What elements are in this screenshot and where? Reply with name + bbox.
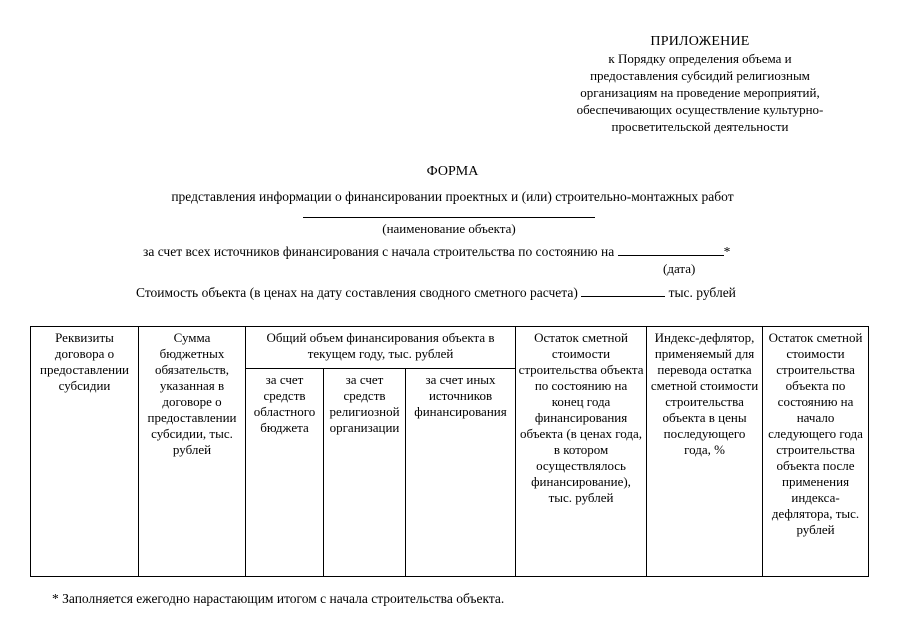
header-deflator-index: Индекс-дефлятор, применяемый для перевода остатка сметной стоимости строительства объекта в цены последующего года, % — [647, 327, 763, 577]
header-regional-budget: за счет средств областного бюджета — [246, 369, 324, 577]
sources-text: за счет всех источников финансирования с начала строительства по состоянию на — [143, 244, 615, 259]
object-name-blank-line — [303, 217, 595, 218]
footnote: * Заполняется ежегодно нарастающим итогом с начала строительства объекта. — [52, 591, 505, 606]
date-blank-line — [618, 243, 724, 256]
form-title: ФОРМА — [426, 164, 479, 179]
header-other-sources: за счет иных источников финансирования — [406, 369, 516, 577]
header-contract-details: Реквизиты договора о предоставлении субсидии — [31, 327, 139, 577]
header-remaining-cost-next-year: Остаток сметной стоимости строительства объекта по состоянию на начало следующего года строительства объекта после применения индекса-дефлятора, тыс. рублей — [763, 327, 869, 577]
header-religious-organization: за счет средств религиозной организации — [324, 369, 406, 577]
form-subtitle: представления информации о финансировании проектных и (или) строительно-монтажных работ — [171, 189, 734, 204]
header-budget-obligations: Сумма бюджетных обязательств, указанная в договоре о предоставлении субсидии, тыс. рублей — [139, 327, 246, 577]
header-remaining-cost-end-year: Остаток сметной стоимости строительства объекта по состоянию на конец года финансирования объекта (в ценах года, в котором осуществлялось финансирование), тыс. рублей — [516, 327, 647, 577]
appendix-line: к Порядку определения объема и — [608, 51, 792, 66]
cost-blank-line — [581, 284, 665, 297]
financing-table — [30, 326, 869, 577]
appendix-line: обеспечивающих осуществление культурно- — [576, 102, 824, 117]
appendix-line: предоставления субсидий религиозным — [590, 68, 810, 83]
header-total-financing: Общий объем финансирования объекта в текущем году, тыс. рублей — [246, 327, 516, 369]
cost-text: Стоимость объекта (в ценах на дату составления сводного сметного расчета) — [136, 285, 578, 300]
appendix-title: ПРИЛОЖЕНИЕ — [650, 34, 750, 49]
appendix-line: просветительской деятельности — [611, 119, 789, 134]
cost-unit: тыс. рублей — [668, 285, 736, 300]
appendix-line: организациям на проведение мероприятий, — [580, 85, 820, 100]
cost-line — [136, 284, 736, 301]
appendix-block — [560, 33, 840, 135]
sources-line — [143, 243, 730, 260]
object-name-caption: (наименование объекта) — [382, 221, 516, 236]
asterisk-mark: * — [723, 244, 731, 259]
date-caption: (дата) — [663, 261, 696, 276]
